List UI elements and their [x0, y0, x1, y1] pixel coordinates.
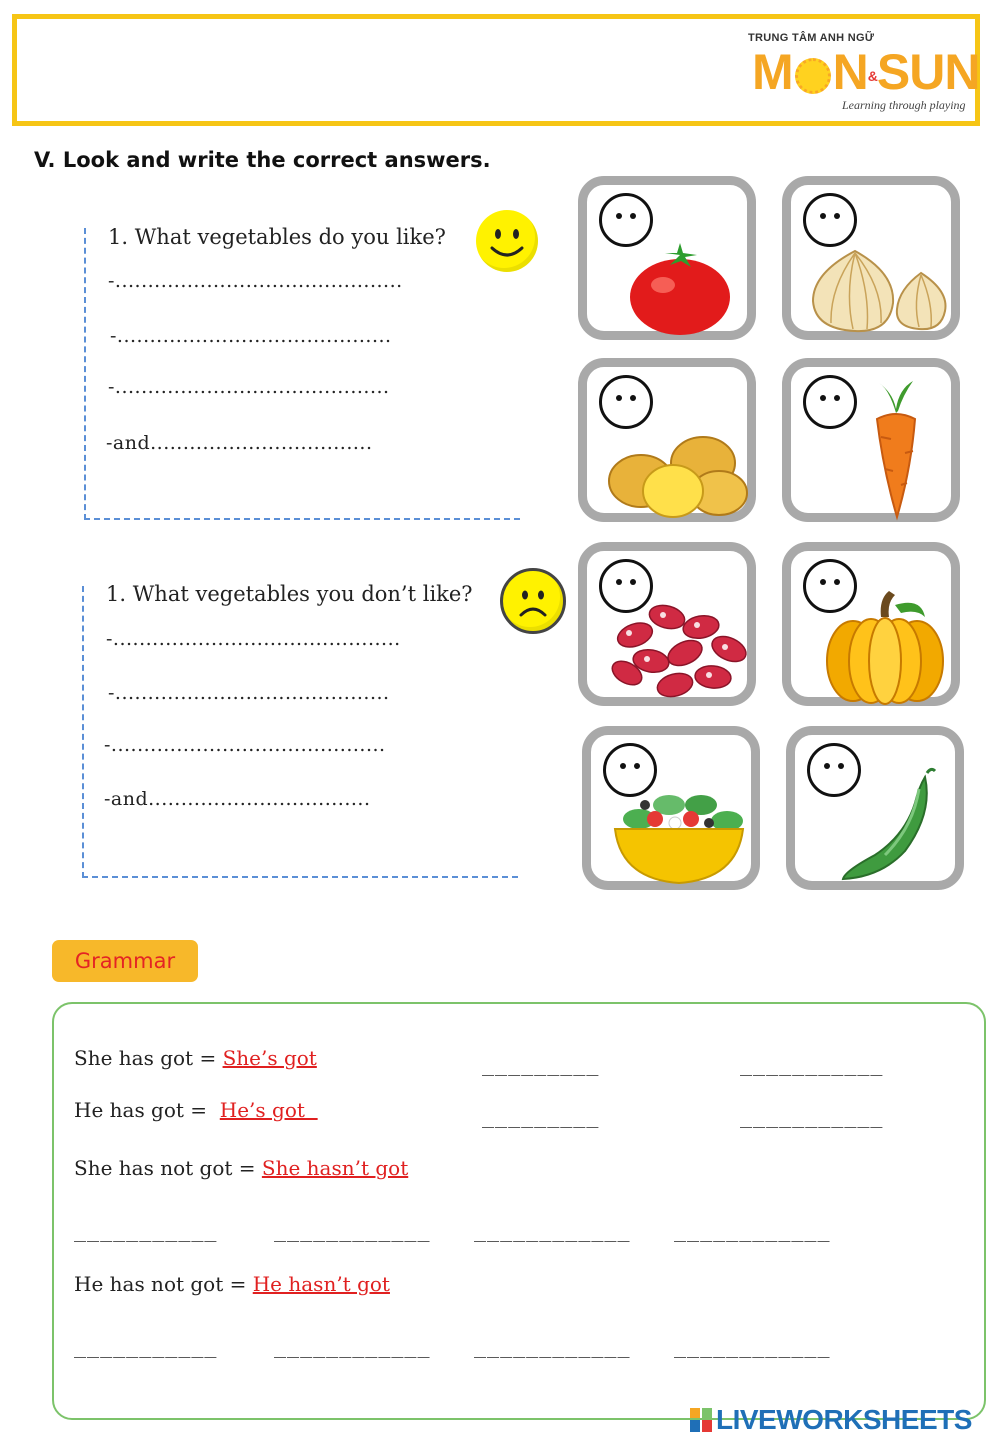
- blank-3c[interactable]: ____________: [474, 1218, 631, 1242]
- pea-icon: [835, 763, 945, 887]
- grammar-row-4-answer: He hasn’t got: [252, 1272, 390, 1296]
- like-answer-line-2[interactable]: -..........................................: [110, 325, 392, 347]
- like-question: 1. What vegetables do you like?: [108, 225, 446, 249]
- dislike-answer-line-2[interactable]: -..........................................: [108, 682, 390, 704]
- blank-4b[interactable]: ____________: [274, 1334, 431, 1358]
- brand-text: LIVEWORKSHEETS: [716, 1404, 972, 1435]
- blank-4c[interactable]: ____________: [474, 1334, 631, 1358]
- logo-tagline: Learning through playing: [842, 98, 966, 112]
- blank-2a[interactable]: _________: [482, 1104, 600, 1128]
- grammar-row-1-answer: She’s got: [222, 1046, 317, 1070]
- potato-icon: [603, 423, 751, 519]
- section-title: V. Look and write the correct answers.: [34, 148, 491, 172]
- grammar-row-4-prefix: He has not got =: [74, 1272, 253, 1296]
- logo-part-1: M: [752, 44, 793, 100]
- grammar-row-4: [74, 1272, 390, 1296]
- like-answer-line-4[interactable]: -and..................................: [106, 432, 373, 454]
- grammar-badge: Grammar: [52, 940, 198, 982]
- dislike-answer-line-4[interactable]: -and..................................: [104, 788, 371, 810]
- vegetable-card-tomato[interactable]: [578, 176, 756, 340]
- blank-3d[interactable]: ____________: [674, 1218, 831, 1242]
- liveworksheets-brand: [690, 1404, 972, 1436]
- dislike-question: 1. What vegetables you don’t like?: [106, 582, 473, 606]
- grammar-row-1-prefix: She has got =: [74, 1046, 223, 1070]
- dislike-answer-line-3[interactable]: -..........................................: [104, 734, 386, 756]
- blank-3a[interactable]: ___________: [74, 1218, 218, 1242]
- grammar-row-2: [74, 1098, 318, 1122]
- blank-1a[interactable]: _________: [482, 1052, 600, 1076]
- sad-face-icon: [500, 568, 566, 634]
- logo-part-2: N: [832, 44, 868, 100]
- logo-top-text: TRUNG TÂM ANH NGỮ: [748, 32, 875, 44]
- vegetable-card-carrot[interactable]: [782, 358, 960, 522]
- vegetable-card-pumpkin[interactable]: [782, 542, 960, 706]
- vegetable-card-pea[interactable]: [786, 726, 964, 890]
- happy-face-icon: [476, 210, 538, 272]
- like-answer-line-1[interactable]: -............................................: [108, 270, 403, 292]
- grammar-row-2-prefix: He has got =: [74, 1098, 220, 1122]
- blank-2b[interactable]: ___________: [740, 1104, 884, 1128]
- blank-1b[interactable]: ___________: [740, 1052, 884, 1076]
- logo-amp: &: [867, 67, 877, 84]
- tomato-icon: [625, 237, 735, 337]
- liveworksheets-logo-icon: [690, 1408, 712, 1432]
- beans-icon: [605, 587, 755, 705]
- vegetable-card-beans[interactable]: [578, 542, 756, 706]
- face-drawing-circle[interactable]: [599, 375, 653, 429]
- grammar-row-2-answer: He’s got: [219, 1098, 318, 1122]
- salad-icon: [609, 779, 749, 889]
- vegetable-card-potato[interactable]: [578, 358, 756, 522]
- vegetable-card-salad[interactable]: [582, 726, 760, 890]
- sun-icon: [795, 58, 831, 94]
- like-answer-line-3[interactable]: -..........................................: [108, 376, 390, 398]
- carrot-icon: [861, 379, 931, 521]
- logo-part-3: SUN: [876, 44, 980, 100]
- grammar-row-3-answer: She hasn’t got: [261, 1156, 409, 1180]
- vegetable-card-onion[interactable]: [782, 176, 960, 340]
- logo: [752, 42, 979, 102]
- onion-icon: [805, 243, 955, 335]
- grammar-row-3: [74, 1156, 408, 1180]
- grammar-row-3-prefix: She has not got =: [74, 1156, 262, 1180]
- grammar-row-1: [74, 1046, 317, 1070]
- blank-3b[interactable]: ____________: [274, 1218, 431, 1242]
- face-drawing-circle[interactable]: [803, 375, 857, 429]
- face-drawing-circle[interactable]: [803, 193, 857, 247]
- blank-4a[interactable]: ___________: [74, 1334, 218, 1358]
- dislike-answer-line-1[interactable]: -............................................: [106, 628, 401, 650]
- pumpkin-icon: [821, 587, 951, 707]
- blank-4d[interactable]: ____________: [674, 1334, 831, 1358]
